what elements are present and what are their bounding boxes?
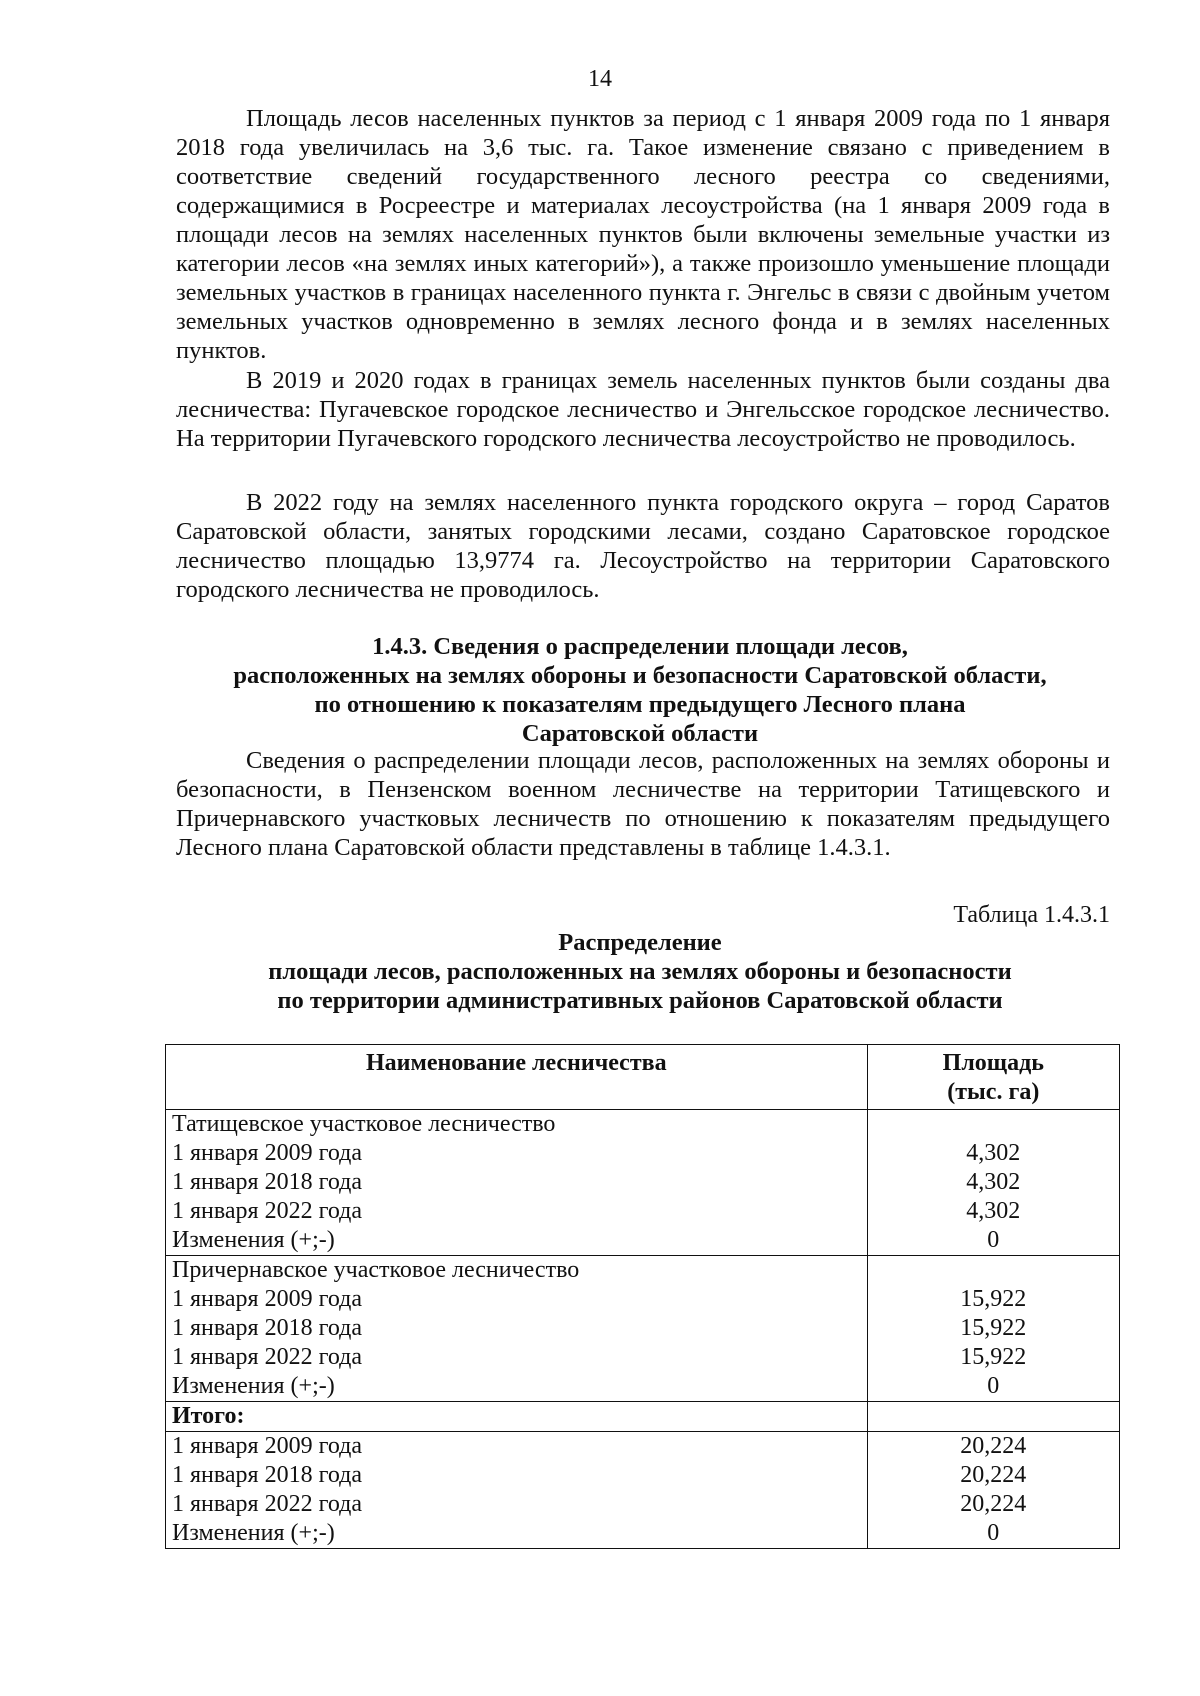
table-title-line: площади лесов, расположенных на землях обороны и безопасности bbox=[268, 958, 1012, 985]
row-value: 4,302 bbox=[966, 1198, 1021, 1224]
row-value: 4,302 bbox=[966, 1140, 1021, 1166]
blank-cell bbox=[874, 1110, 1113, 1139]
section-heading-line: по отношению к показателям предыдущего Лесного плана bbox=[314, 691, 966, 718]
table-title-line: по территории административных районов Саратовской области bbox=[277, 987, 1003, 1014]
row-label: 1 января 2009 года bbox=[172, 1433, 363, 1459]
page-number: 14 bbox=[588, 66, 612, 92]
row-value: 20,224 bbox=[960, 1491, 1027, 1517]
row-label: Изменения (+;-) bbox=[172, 1373, 335, 1399]
forest-area-table bbox=[165, 1044, 1120, 1549]
table-title bbox=[160, 928, 1120, 1015]
blank-cell bbox=[867, 1402, 1119, 1432]
row-label: Изменения (+;-) bbox=[172, 1520, 335, 1546]
row-value: 0 bbox=[987, 1227, 1000, 1253]
row-values bbox=[867, 1110, 1119, 1256]
header-area-unit: (тыс. га) bbox=[947, 1079, 1040, 1105]
row-value: 0 bbox=[987, 1373, 1000, 1399]
table-label: Таблица 1.4.3.1 bbox=[953, 902, 1110, 928]
row-value: 15,922 bbox=[960, 1315, 1027, 1341]
row-label: 1 января 2009 года bbox=[172, 1286, 363, 1312]
row-label: Изменения (+;-) bbox=[172, 1227, 335, 1253]
paragraph-text: В 2022 году на землях населенного пункта городского округа – город Саратов Саратовской области, занятых городскими лесами, создано Саратовское городское лесничество площадью 13,9774 га. Лесоустройство на территории Саратовского городского лесничества не проводилось. bbox=[176, 489, 1110, 603]
section-heading bbox=[160, 632, 1120, 748]
group-title: Татищевское участковое лесничество bbox=[172, 1111, 556, 1137]
section-heading-line: Саратовской области bbox=[521, 720, 759, 747]
paragraph-forest-area-change bbox=[176, 104, 1110, 365]
paragraph-forestries-created bbox=[176, 366, 1110, 453]
paragraph-text: В 2019 и 2020 годах в границах земель населенных пунктов были созданы два лесничества: Пугачевское городское лесничество и Энгельсское городское лесничество. На территории Пугачевского городского лесничества лесоустройство не проводилось. bbox=[176, 367, 1110, 452]
row-labels bbox=[166, 1432, 868, 1549]
paragraph-text: Площадь лесов населенных пунктов за период с 1 января 2009 года по 1 января 2018 года увеличилась на 3,6 тыс. га. Такое изменение связано с приведением в соответствие сведений государственного лесного реестра со сведениями, содержащимися в Росреестре и материалах лесоустройства (на 1 января 2009 года в площади лесов на землях населенных пунктов были включены земельные участки из категории лесов «на землях иных категорий»), а также произошло уменьшение площади земельных участков в границах населенного пункта г. Энгельс в связи с двойным учетом земельных участков одновременно в землях лесного фонда и в землях населенных пунктов. bbox=[176, 105, 1110, 364]
row-labels bbox=[166, 1256, 868, 1402]
row-label: 1 января 2022 года bbox=[172, 1491, 363, 1517]
header-area bbox=[867, 1045, 1119, 1110]
table-title-line: Распределение bbox=[558, 929, 722, 956]
row-value: 15,922 bbox=[960, 1286, 1027, 1312]
row-value: 15,922 bbox=[960, 1344, 1027, 1370]
paragraph-text: Сведения о распределении площади лесов, расположенных на землях обороны и безопасности, в Пензенском военном лесничестве на территории Татищевского и Причернавского участковых лесничеств по отношению к показателям предыдущего Лесного плана Саратовской области представлены в таблице 1.4.3.1. bbox=[176, 747, 1110, 861]
row-label: 1 января 2018 года bbox=[172, 1315, 363, 1341]
section-heading-line: расположенных на землях обороны и безопасности Саратовской области, bbox=[233, 662, 1047, 689]
row-label: 1 января 2018 года bbox=[172, 1169, 363, 1195]
table-header-row bbox=[166, 1045, 1120, 1110]
row-values bbox=[867, 1432, 1119, 1549]
row-label: 1 января 2018 года bbox=[172, 1462, 363, 1488]
total-title: Итого: bbox=[166, 1402, 868, 1432]
row-label: 1 января 2009 года bbox=[172, 1140, 363, 1166]
header-area-line: Площадь bbox=[942, 1050, 1044, 1076]
table-row-total bbox=[166, 1432, 1120, 1549]
header-forestry-name: Наименование лесничества bbox=[166, 1045, 868, 1110]
section-intro-paragraph bbox=[176, 746, 1110, 862]
paragraph-saratov-forestry bbox=[176, 488, 1110, 604]
row-value: 4,302 bbox=[966, 1169, 1021, 1195]
section-heading-line: 1.4.3. Сведения о распределении площади лесов, bbox=[372, 633, 908, 660]
row-value: 20,224 bbox=[960, 1462, 1027, 1488]
row-values bbox=[867, 1256, 1119, 1402]
table-row-tatishchevo bbox=[166, 1110, 1120, 1256]
row-value: 20,224 bbox=[960, 1433, 1027, 1459]
row-value: 0 bbox=[987, 1520, 1000, 1546]
table-row-prichernavsk bbox=[166, 1256, 1120, 1402]
table-row-total-title bbox=[166, 1402, 1120, 1432]
row-label: 1 января 2022 года bbox=[172, 1198, 363, 1224]
row-label: 1 января 2022 года bbox=[172, 1344, 363, 1370]
row-labels bbox=[166, 1110, 868, 1256]
group-title: Причернавское участковое лесничество bbox=[172, 1257, 580, 1283]
blank-cell bbox=[874, 1256, 1113, 1285]
